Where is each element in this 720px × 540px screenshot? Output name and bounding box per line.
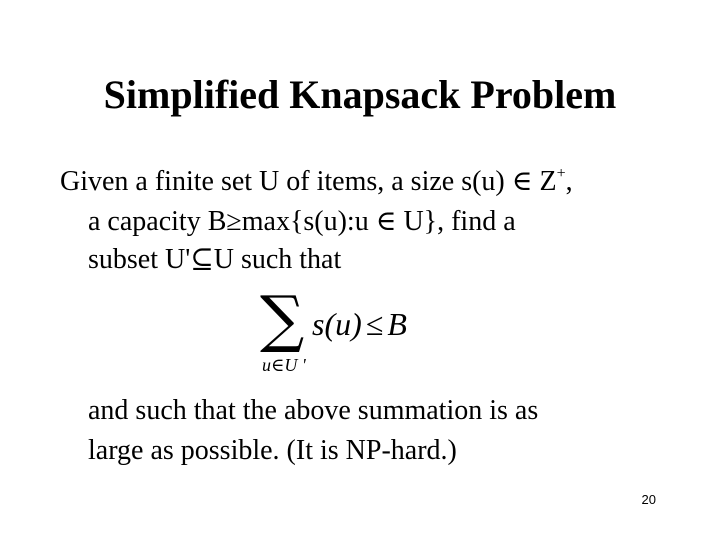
body-line-1-text: Given a finite set U of items, a size s(u) ∈ Z — [60, 166, 557, 197]
summation-formula — [258, 282, 458, 376]
body-line-2: a capacity B≥max{s(u):u ∈ U}, find a — [88, 206, 516, 237]
formula-relation: ≤ — [365, 306, 384, 342]
summation-expression — [312, 304, 407, 344]
body-line-5: large as possible. (It is NP-hard.) — [88, 435, 457, 466]
formula-lhs: s(u) — [312, 306, 362, 342]
body-line-3: subset U'⊆U such that — [88, 244, 342, 275]
page-number: 20 — [641, 492, 656, 507]
superscript-plus: + — [556, 165, 566, 182]
formula-rhs: B — [387, 306, 407, 342]
slide-title: Simplified Knapsack Problem — [103, 72, 617, 117]
body-line-4: and such that the above summation is as — [88, 395, 539, 426]
body-line-1-comma: , — [565, 166, 573, 197]
sigma-symbol: ∑ — [260, 282, 305, 355]
body-line-1 — [60, 164, 573, 200]
summation-subscript: u∈U ' — [262, 355, 306, 375]
